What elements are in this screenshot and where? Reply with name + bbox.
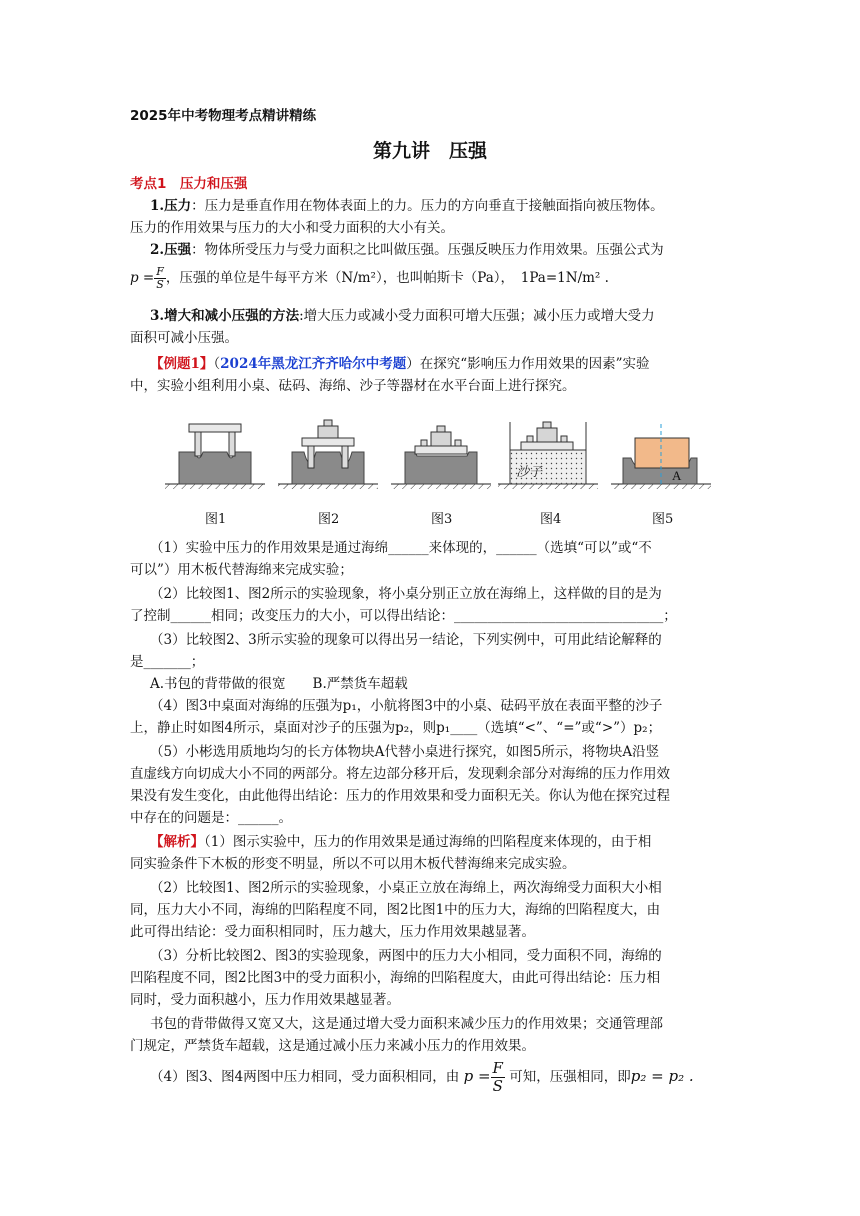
analysis-4-lhs: p =: [463, 1067, 491, 1085]
example-heading: [150, 354, 650, 374]
analysis-4-fraction: [491, 1060, 505, 1095]
figure-label-5: 图5: [652, 512, 674, 527]
method-text-a: :增大压力或减小受力面积可增大压强；减小压力或增大受力: [299, 308, 655, 324]
pressure-label: 1.压力: [150, 198, 192, 214]
question-4-a: （4）图3中桌面对海绵的压强为p₁，小航将图3中的小桌、砝码平放在表面平整的沙子: [150, 698, 663, 714]
example-source: 2024年黑龙江齐齐哈尔中考题: [220, 356, 407, 372]
question-3-options: A.书包的背带做的很宽 B.严禁货车超载: [150, 676, 408, 692]
figure-4: [498, 422, 598, 489]
figure-1: [165, 424, 265, 489]
source-close: ）: [406, 356, 420, 372]
figure-label-1: 图1: [205, 512, 227, 527]
question-5-d: 中存在的问题是：______。: [130, 810, 292, 826]
question-5-a: （5）小彬选用质地均匀的长方体物块A代替小桌进行探究，如图5所示，将物块A沿竖: [150, 744, 660, 760]
analysis-3-d: 书包的背带做得又宽又大，这是通过增大受力面积来减少压力的作用效果；交通管理部: [150, 1016, 663, 1032]
question-5-b: 直虚线方向切成大小不同的两部分。将左边部分移开后，发现剩余部分对海绵的压力作用效: [130, 766, 670, 782]
pressure-intensity-definition: [150, 240, 664, 260]
formula-denominator: S: [156, 278, 164, 291]
question-1-b: 可以”）用木板代替海绵来完成实验；: [130, 562, 353, 578]
kaodian-heading: 考点1 压力和压强: [130, 176, 248, 192]
analysis-2-c: 此可得出结论：受力面积相同时，压力越大，压力作用效果越显著。: [130, 924, 535, 940]
question-2-b: 了控制______相同；改变压力的大小，可以得出结论：_______________________________；: [130, 608, 677, 624]
pressure-intensity-text-a: ：物体所受压力与受力面积之比叫做压强。压强反映压力作用效果。压强公式为: [191, 242, 664, 258]
analysis-4-b: 可知，压强相同，即: [509, 1069, 631, 1085]
block-a-label: A: [672, 468, 682, 483]
formula-lhs: p =: [130, 270, 155, 286]
formula-fraction: [154, 266, 166, 291]
example-tag: 【例题1】: [150, 356, 214, 372]
figure-label-3: 图3: [431, 512, 453, 527]
analysis-1-b: 同实验条件下木板的形变不明显，所以不可以用木板代替海绵来完成实验。: [130, 856, 576, 872]
lecture-title: 第九讲 压强: [372, 140, 487, 162]
sand-label: 沙子: [516, 464, 543, 479]
analysis-3-c: 同时，受力面积越小，压力作用效果越显著。: [130, 992, 400, 1008]
analysis-2-a: （2）比较图1、图2所示的实验现象，小桌正立放在海绵上，两次海绵受力面积大小相: [150, 880, 662, 896]
series-title: 2025年中考物理考点精讲精练: [130, 108, 317, 124]
analysis-4-numerator: F: [492, 1059, 503, 1077]
figure-label-2: 图2: [318, 512, 340, 527]
question-5-c: 果没有发生变化，由此他得出结论：压力的作用效果和受力面积无关。你认为他在探究过程: [130, 788, 670, 804]
pressure-formula-line: [130, 264, 609, 292]
method-text-b: 面积可减小压强。: [130, 330, 238, 346]
source-open: （: [213, 356, 221, 372]
analysis-3-e: 门规定，严禁货车超载，这是通过减小压力来减小压力的作用效果。: [130, 1038, 535, 1054]
figure-2: [278, 420, 378, 489]
analysis-4-equation: p₂ = p₂ .: [630, 1067, 694, 1085]
question-3-b: 是_______；: [130, 654, 205, 670]
question-2-a: （2）比较图1、图2所示的实验现象，将小桌分别正立放在海绵上，这样做的目的是为: [150, 586, 662, 602]
method-line: [150, 306, 655, 326]
analysis-4-a: （4）图3、图4两图中压力相同，受力面积相同，由: [150, 1069, 460, 1085]
pressure-intensity-label: 2.压强: [150, 242, 192, 258]
question-4-b: 上，静止时如图4所示，桌面对沙子的压强为p₂，则p₁____（选填“<”、“=”或“>”）p₂；: [130, 720, 662, 736]
figure-5: [611, 424, 711, 489]
pressure-definition: [150, 196, 664, 216]
pressure-intensity-text-b: ，压强的单位是牛每平方米（N/m²），也叫帕斯卡（Pa）， 1Pa=1N/m² .: [165, 270, 609, 286]
analysis-3-b: 凹陷程度不同，图2比图3中的受力面积小，海绵的凹陷程度大，由此可得出结论：压力相: [130, 970, 661, 986]
analysis-1-a-line: [150, 832, 651, 852]
question-3-a: （3）比较图2、3所示实验的现象可以得出另一结论，下列实例中，可用此结论解释的: [150, 632, 662, 648]
figure-3: [391, 426, 491, 489]
method-label: 3.增大和减小压强的方法: [150, 308, 300, 324]
pressure-text-b: 压力的作用效果与压力的大小和受力面积的大小有关。: [130, 220, 454, 236]
analysis-4-denominator: S: [492, 1077, 503, 1095]
analysis-1-a: （1）图示实验中，压力的作用效果是通过海绵的凹陷程度来体现的，由于相: [204, 834, 652, 850]
formula-numerator: F: [156, 265, 164, 278]
analysis-tag: 【解析】: [150, 834, 204, 850]
example-intro-b: 中，实验小组利用小桌、砝码、海绵、沙子等器材在水平台面上进行探究。: [130, 378, 576, 394]
pressure-text-a: ：压力是垂直作用在物体表面上的力。压力的方向垂直于接触面指向被压物体。: [191, 198, 664, 214]
analysis-2-b: 同，压力大小不同，海绵的凹陷程度不同，图2比图1中的压力大，海绵的凹陷程度大，由: [130, 902, 661, 918]
figure-label-4: 图4: [540, 512, 562, 527]
analysis-3-a: （3）分析比较图2、图3的实验现象，两图中的压力大小相同，受力面积不同，海绵的: [150, 948, 662, 964]
example-intro-a: 在探究“影响压力作用效果的因素”实验: [419, 356, 650, 372]
analysis-4-line: [150, 1060, 694, 1095]
question-1-a: （1）实验中压力的作用效果是通过海绵______来体现的，______（选填“可以”或“不: [150, 540, 652, 556]
